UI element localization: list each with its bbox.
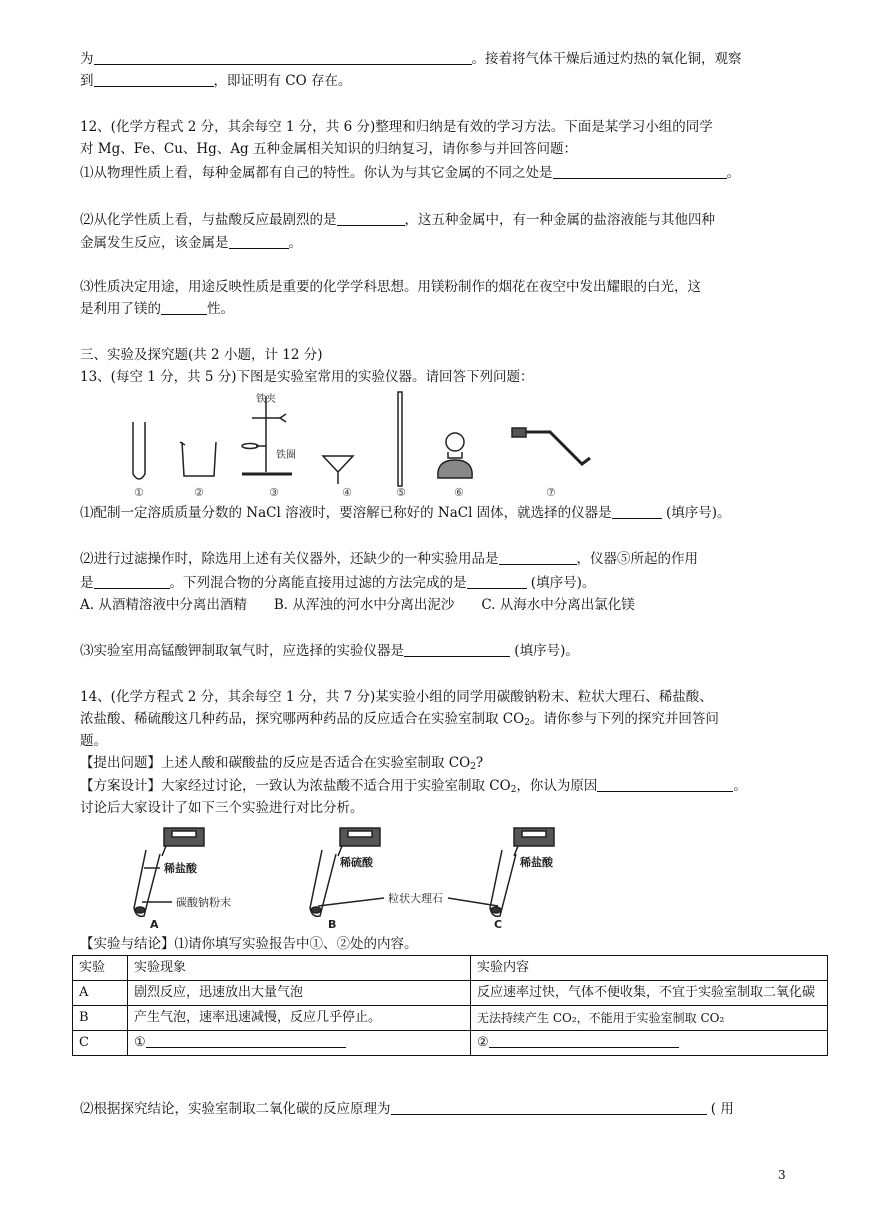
label-clamp: 铁夹	[256, 394, 276, 405]
q13-part2b: 是 。下列混合物的分离能直接用过滤的方法完成的是 (填序号)。	[80, 575, 596, 591]
answer-blank[interactable]	[612, 504, 662, 519]
q13-part2a: ⑵进行过滤操作时，除选用上述有关仪器外，还缺少的一种实验用品是 ，仪器⑤所起的作用	[80, 551, 698, 567]
experiment-figure	[126, 820, 616, 932]
test-tube-icon	[133, 422, 145, 479]
tube-letter: A	[150, 918, 159, 931]
table-cell: 剧烈反应，迅速放出大量气泡	[128, 981, 471, 1006]
q13-part3: ⑶实验室用高锰酸钾制取氧气时，应选择的实验仪器是 (填序号)。	[80, 643, 579, 659]
delivery-tube-icon	[512, 428, 590, 464]
alcohol-lamp-icon	[438, 433, 472, 478]
table-row	[73, 1006, 828, 1031]
q14-conclusion: 【实验与结论】⑴请你填写实验报告中①、②处的内容。	[80, 936, 418, 952]
table-header: 实验内容	[471, 956, 828, 981]
fig-num: ②	[194, 486, 204, 499]
section-title: 三、实验及探究题(共 2 小题，计 12 分)	[80, 347, 323, 363]
q12-part2a: ⑵从化学性质上看，与盐酸反应最剧烈的是 ，这五种金属中，有一种金属的盐溶液能与其他四种	[80, 212, 715, 228]
label-marble: 粒状大理石	[388, 892, 443, 905]
label-b-acid: 稀硫酸	[340, 856, 373, 869]
answer-blank[interactable]	[94, 72, 214, 87]
answer-blank[interactable]	[161, 300, 207, 315]
q14-design: 【方案设计】大家经过讨论，一致认为浓盐酸不适合用于实验室制取 $CO_2$，你认为原因 。	[80, 778, 747, 795]
answer-blank[interactable]	[94, 50, 472, 65]
table-cell: A	[73, 981, 128, 1006]
table-cell: 产生气泡，速率迅速减慢，反应几乎停止。	[128, 1006, 471, 1031]
answer-blank[interactable]	[94, 574, 170, 589]
q12-head2: 对 Mg、Fe、Cu、Hg、Ag 五种金属相关知识的归纳复习，请你参与并回答问题：	[80, 141, 577, 157]
test-tube-c-icon	[490, 828, 554, 916]
table-cell: 无法持续产生 CO₂，不能用于实验室制取 CO₂	[471, 1006, 828, 1031]
q14-head1: 14、(化学方程式 2 分，其余每空 1 分，共 7 分)某实验小组的同学用碳酸钠粉末、粒状大理石、稀盐酸、	[80, 689, 713, 705]
table-cell: B	[73, 1006, 128, 1031]
table-cell[interactable]: ①	[128, 1031, 471, 1056]
page-number: 3	[778, 1168, 786, 1182]
q12-part3a: ⑶性质决定用途，用途反映性质是重要的化学学科思想。用镁粉制作的烟花在夜空中发出耀眼的白光，这	[80, 279, 701, 295]
apparatus-figure	[120, 388, 600, 500]
q12-part3b: 是利用了镁的 性。	[80, 301, 234, 317]
glass-rod-icon	[398, 392, 402, 486]
fig-num: ⑤	[396, 486, 406, 499]
label-a-solid: 碳酸钠粉末	[176, 896, 231, 909]
iron-stand-icon	[242, 396, 292, 474]
answer-blank[interactable]	[597, 777, 733, 792]
table-header: 实验	[73, 956, 128, 981]
fig-num: ⑥	[454, 486, 464, 499]
answer-blank[interactable]	[146, 1033, 346, 1048]
beaker-icon	[180, 442, 216, 476]
answer-blank[interactable]	[489, 1033, 679, 1048]
answer-blank[interactable]	[404, 642, 510, 657]
answer-blank[interactable]	[467, 574, 527, 589]
table-cell: 反应速率过快，气体不便收集，不宜于实验室制取二氧化碳	[471, 981, 828, 1006]
tube-letter: C	[494, 918, 503, 931]
q14-part2: ⑵根据探究结论，实验室制取二氧化碳的反应原理为 ( 用	[80, 1101, 734, 1117]
q12-part2b: 金属发生反应，该金属是 。	[80, 235, 302, 251]
label-ring: 铁圈	[276, 450, 296, 461]
label-a-acid: 稀盐酸	[164, 862, 197, 875]
fig-num: ④	[342, 486, 352, 499]
answer-blank[interactable]	[229, 234, 289, 249]
fig-num: ⑦	[546, 486, 556, 499]
table-row	[73, 1031, 828, 1056]
table-row	[73, 981, 828, 1006]
q14-question: 【提出问题】上述人酸和碳酸盐的反应是否适合在实验室制取 $CO_2$?	[80, 755, 484, 772]
tube-letter: B	[328, 918, 337, 931]
report-table	[72, 955, 828, 1056]
q12-part1: ⑴从物理性质上看，每种金属都有自己的特性。你认为与其它金属的不同之处是 。	[80, 165, 740, 181]
q13-head: 13、(每空 1 分，共 5 分)下图是实验室常用的实验仪器。请回答下列问题：	[80, 369, 534, 385]
fig-num: ③	[269, 486, 279, 499]
q13-part1: ⑴配制一定溶质质量分数的 NaCl 溶液时，要溶解已称好的 NaCl 固体，就选择的仪器是 (填序号)。	[80, 505, 731, 521]
label-c-acid: 稀盐酸	[520, 856, 553, 869]
answer-blank[interactable]	[337, 211, 405, 226]
q11-line1: 为 。接着将气体干燥后通过灼热的氧化铜，观察	[80, 51, 742, 67]
q14-head3: 题。	[80, 733, 107, 749]
table-header: 实验现象	[128, 956, 471, 981]
q14-design2: 讨论后大家设计了如下三个实验进行对比分析。	[80, 800, 364, 816]
table-cell: C	[73, 1031, 128, 1056]
q12-head1: 12、(化学方程式 2 分，其余每空 1 分，共 6 分)整理和归纳是有效的学习方法。下面是某学习小组的同学	[80, 119, 713, 135]
q14-head2: 浓盐酸、稀硫酸这几种药品，探究哪两种药品的反应适合在实验室制取 $CO_2$。请你参与下列的探究并回答问	[80, 711, 719, 728]
answer-blank[interactable]	[499, 550, 577, 565]
answer-blank[interactable]	[391, 1100, 707, 1115]
fig-num: ①	[134, 486, 144, 499]
funnel-icon	[323, 456, 353, 484]
answer-blank[interactable]	[553, 164, 727, 179]
q11-line2: 到 ，即证明有 CO 存在。	[80, 73, 352, 89]
table-header-row	[73, 956, 828, 981]
table-cell[interactable]: ②	[471, 1031, 828, 1056]
q13-options: A. 从酒精溶液中分离出酒精 B. 从浑浊的河水中分离出泥沙 C. 从海水中分离出氯化镁	[80, 597, 635, 613]
